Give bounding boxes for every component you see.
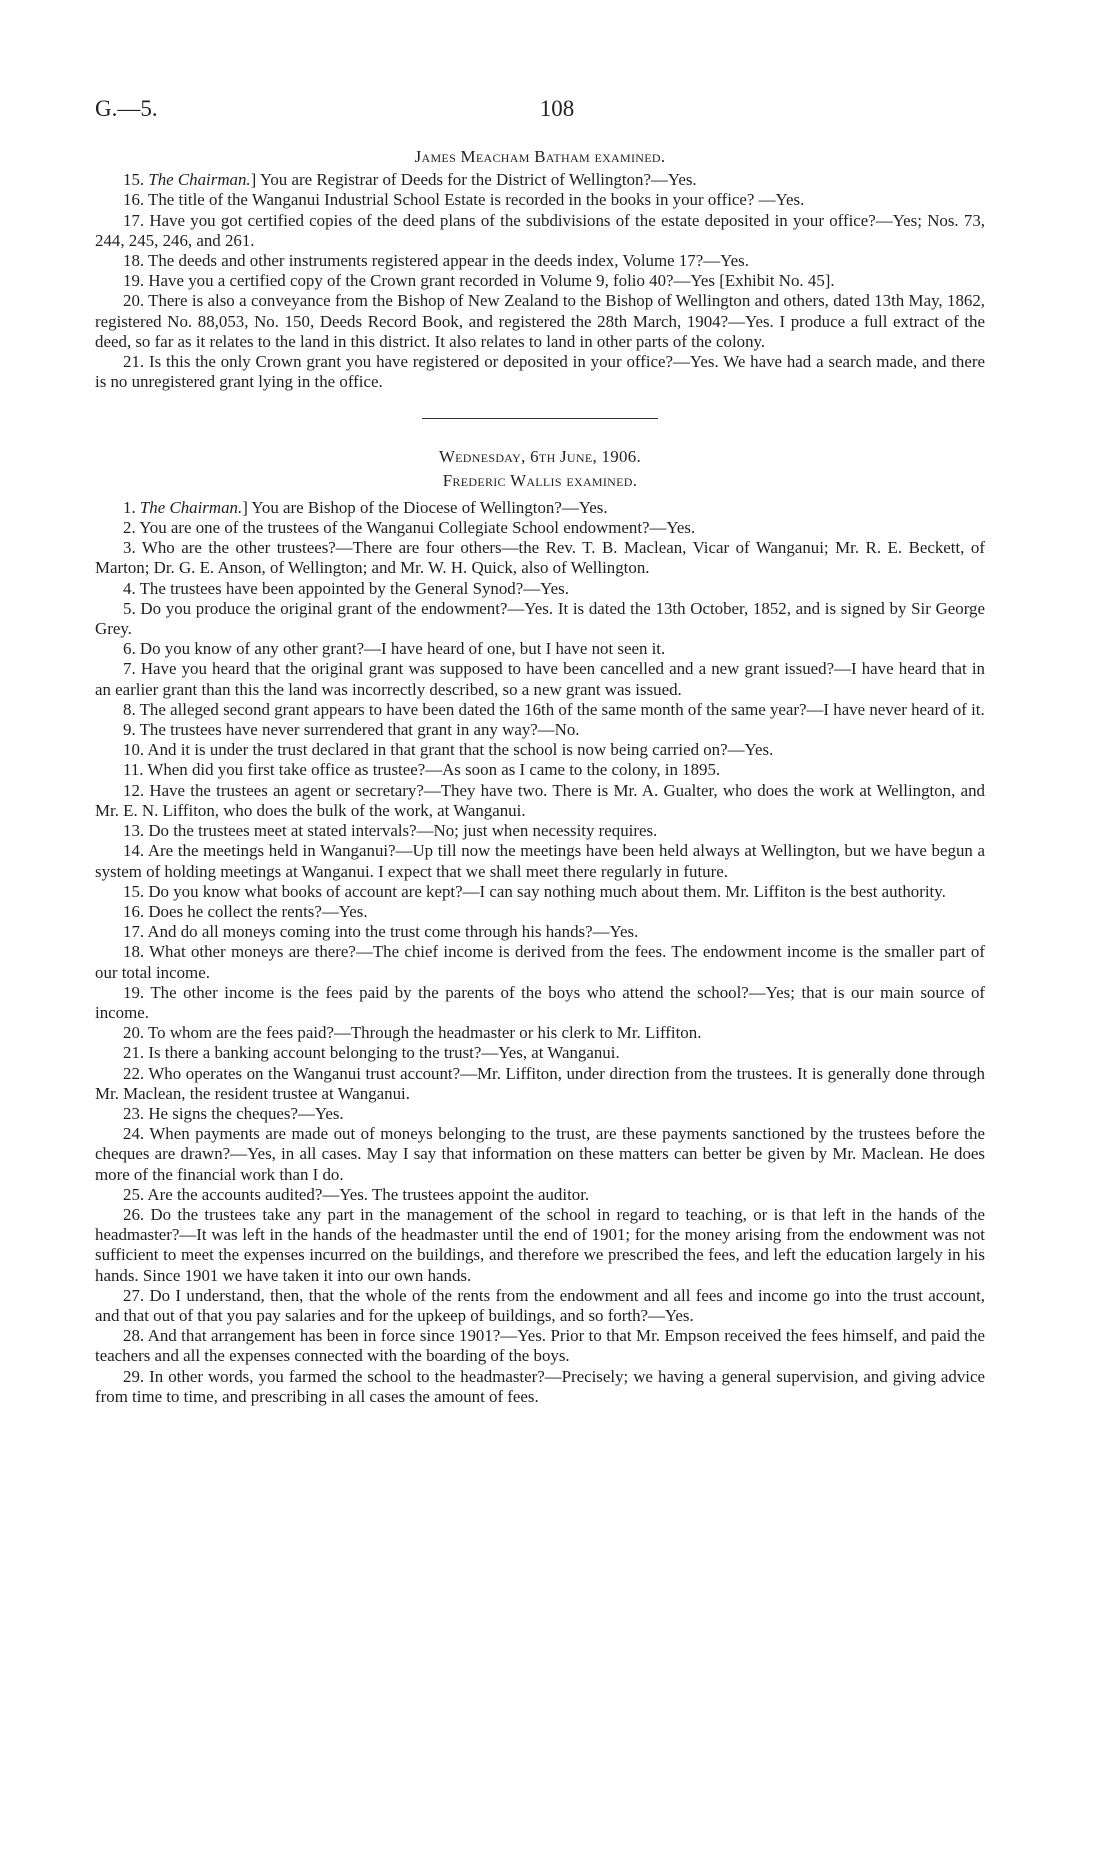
witness-name: James Meacham Batham bbox=[414, 147, 590, 166]
question-number: 28. bbox=[123, 1326, 148, 1346]
testimony-paragraph bbox=[95, 251, 985, 271]
question-number: 26. bbox=[123, 1204, 151, 1224]
testimony-paragraph bbox=[95, 781, 985, 821]
section-heading bbox=[95, 471, 985, 491]
speaker-name: The Chairman. bbox=[148, 170, 251, 190]
paragraph-text: Have the trustees an agent or secretary?—They have two. There is Mr. A. Gualter, who does the work at Wellington, and Mr. E. N. Liffiton, who does the bulk of the work, at Wanganui. bbox=[95, 780, 985, 820]
question-number: 20. bbox=[123, 1023, 149, 1043]
question-number: 29. bbox=[123, 1366, 150, 1386]
testimony-paragraph bbox=[95, 700, 985, 720]
paragraph-text: The other income is the fees paid by the parents of the boys who attend the school?—Yes; that is our main source of income. bbox=[95, 982, 986, 1022]
testimony-paragraph bbox=[95, 170, 985, 190]
paragraph-text: Do you produce the original grant of the endowment?—Yes. It is dated the 13th October, 1852, and is signed by Sir George Grey. bbox=[95, 598, 986, 639]
testimony-section-2 bbox=[95, 498, 985, 1407]
testimony-section-1 bbox=[95, 170, 985, 392]
heading-suffix: examined. bbox=[589, 147, 666, 166]
section-heading bbox=[95, 147, 985, 167]
paragraph-text: And do all moneys coming into the trust come through his hands?—Yes. bbox=[147, 922, 639, 942]
question-number: 12. bbox=[123, 780, 150, 800]
question-number: 20. bbox=[123, 291, 149, 311]
witness-name: Frederic Wallis bbox=[442, 470, 562, 490]
page-number: 108 bbox=[539, 96, 575, 121]
testimony-paragraph bbox=[95, 498, 985, 518]
testimony-paragraph bbox=[95, 352, 985, 392]
testimony-paragraph bbox=[95, 882, 985, 902]
question-number: 3. bbox=[123, 538, 142, 558]
page-reference: G.—5. bbox=[95, 96, 158, 121]
testimony-paragraph bbox=[95, 1104, 985, 1124]
paragraph-text: When payments are made out of moneys belonging to the trust, are these payments sanctioned by the trustees before the cheques are drawn?—Yes, in all cases. May I say that information on these matters can better be given by Mr. Maclean. He does more of the financial work than I do. bbox=[95, 1124, 985, 1184]
question-number: 11. bbox=[123, 760, 148, 780]
testimony-paragraph bbox=[95, 740, 985, 760]
heading-suffix: examined. bbox=[561, 470, 638, 490]
question-number: 19. bbox=[123, 271, 149, 291]
testimony-paragraph bbox=[95, 291, 985, 352]
testimony-paragraph bbox=[95, 821, 985, 841]
paragraph-text: To whom are the fees paid?—Through the headmaster or his clerk to Mr. Liffiton. bbox=[148, 1023, 702, 1043]
question-number: 24. bbox=[123, 1124, 150, 1144]
testimony-paragraph bbox=[95, 599, 985, 639]
paragraph-text: Do I understand, then, that the whole of the rents from the endowment and all fees and income go into the trust account, and that out of that you pay salaries and for the upkeep of buildings, and so forth?—Yes. bbox=[95, 1285, 985, 1325]
testimony-paragraph bbox=[95, 1043, 985, 1063]
question-number: 19. bbox=[123, 982, 151, 1002]
paragraph-text: And that arrangement has been in force since 1901?—Yes. Prior to that Mr. Empson received the fees himself, and paid the teachers and all the expenses connected with the boarding of the boys. bbox=[95, 1326, 985, 1366]
question-number: 15. bbox=[123, 881, 149, 901]
question-number: 5. bbox=[123, 598, 141, 618]
question-number: 4. bbox=[123, 578, 140, 598]
paragraph-text: When did you first take office as trustee?—As soon as I came to the colony, in 1895. bbox=[147, 760, 721, 780]
testimony-paragraph bbox=[95, 983, 985, 1023]
paragraph-text: Are the accounts audited?—Yes. The trustees appoint the auditor. bbox=[147, 1184, 590, 1204]
question-number: 17. bbox=[123, 210, 150, 230]
paragraph-text: He signs the cheques?—Yes. bbox=[148, 1103, 344, 1123]
paragraph-text: Are the meetings held in Wanganui?—Up till now the meetings have been held always at Wellington, but we have begun a system of holding meetings at Wanganui. I expect that we shall meet there regularly in future. bbox=[95, 841, 985, 881]
question-number: 1. bbox=[123, 497, 140, 517]
paragraph-text: What other moneys are there?—The chief income is derived from the fees. The endowment income is the smaller part of our total income. bbox=[95, 942, 986, 982]
paragraph-text: And it is under the trust declared in that grant that the school is now being carried on?—Yes. bbox=[147, 740, 774, 760]
paragraph-text: Have you a certified copy of the Crown grant recorded in Volume 9, folio 40?—Yes [Exhibit No. 45]. bbox=[148, 271, 835, 291]
testimony-paragraph bbox=[95, 211, 985, 251]
question-number: 14. bbox=[123, 841, 148, 861]
question-number: 16. bbox=[123, 901, 149, 921]
paragraph-text: ] You are Registrar of Deeds for the District of Wellington?—Yes. bbox=[250, 170, 697, 190]
question-number: 17. bbox=[123, 922, 148, 942]
testimony-paragraph bbox=[95, 902, 985, 922]
paragraph-text: Have you got certified copies of the deed plans of the subdivisions of the estate deposited in your office?—Yes; Nos. 73, 244, 245, 246, and 261. bbox=[95, 210, 985, 250]
testimony-paragraph bbox=[95, 190, 985, 210]
paragraph-text: The deeds and other instruments registered appear in the deeds index, Volume 17?—Yes. bbox=[148, 251, 749, 271]
paragraph-text: Is this the only Crown grant you have registered or deposited in your office?—Yes. We have had a search made, and there is no unregistered grant lying in the office. bbox=[95, 352, 985, 392]
paragraph-text: You are one of the trustees of the Wanganui Collegiate School endowment?—Yes. bbox=[139, 518, 696, 538]
paragraph-text: The trustees have never surrendered that grant in any way?—No. bbox=[139, 720, 580, 740]
paragraph-text: Do you know what books of account are kept?—I can say nothing much about them. Mr. Liffiton is the best authority. bbox=[148, 881, 946, 901]
paragraph-text: Does he collect the rents?—Yes. bbox=[148, 901, 368, 921]
paragraph-text: Who operates on the Wanganui trust account?—Mr. Liffiton, under direction from the trustees. It is generally done through Mr. Maclean, the resident trustee at Wanganui. bbox=[95, 1063, 985, 1103]
paragraph-text: The alleged second grant appears to have been dated the 16th of the same month of the same year?—I have never heard of it. bbox=[139, 699, 985, 719]
question-number: 25. bbox=[123, 1184, 148, 1204]
paragraph-text: In other words, you farmed the school to the headmaster?—Precisely; we having a general supervision, and giving advice from time to time, and prescribing in all cases the amount of fees. bbox=[95, 1366, 985, 1406]
paragraph-text: Do the trustees meet at stated intervals?—No; just when necessity requires. bbox=[148, 821, 658, 841]
testimony-paragraph bbox=[95, 760, 985, 780]
question-number: 15. bbox=[123, 170, 149, 190]
testimony-paragraph bbox=[95, 841, 985, 881]
testimony-paragraph bbox=[95, 1023, 985, 1043]
testimony-paragraph bbox=[95, 942, 985, 982]
question-number: 2. bbox=[123, 518, 140, 538]
question-number: 23. bbox=[123, 1103, 149, 1123]
question-number: 13. bbox=[123, 821, 149, 841]
paragraph-text: The trustees have been appointed by the General Synod?—Yes. bbox=[139, 578, 569, 598]
paragraph-text: Who are the other trustees?—There are four others—the Rev. T. B. Maclean, Vicar of Wanganui; Mr. R. E. Beckett, of Marton; Dr. G. E. Anson, of Wellington; and Mr. W. H. Quick, also of Wellington. bbox=[95, 538, 985, 578]
testimony-paragraph bbox=[95, 1367, 985, 1407]
testimony-paragraph bbox=[95, 1124, 985, 1185]
testimony-paragraph bbox=[95, 922, 985, 942]
paragraph-text: There is also a conveyance from the Bishop of New Zealand to the Bishop of Wellington and others, dated 13th May, 1862, registered No. 88,053, No. 150, Deeds Record Book, and registered the 28th March, 1904?—Yes. I produce a full extract of the deed, so far as it relates to the land in this district. It also relates to land in other parts of the colony. bbox=[95, 291, 986, 351]
paragraph-text: Do the trustees take any part in the management of the school in regard to teaching, or is that left in the hands of the headmaster?—It was left in the hands of the headmaster until the end of 1901; for the money arising from the endowment was not sufficient to meet the expenses incurred on the buildings, and therefore we prescribed the fees, and left the education largely in his hands. Since 1901 we have taken it into our own hands. bbox=[95, 1204, 985, 1285]
testimony-paragraph bbox=[95, 271, 985, 291]
question-number: 9. bbox=[123, 720, 140, 740]
testimony-paragraph bbox=[95, 639, 985, 659]
question-number: 18. bbox=[123, 942, 150, 962]
testimony-paragraph bbox=[95, 1326, 985, 1366]
question-number: 8. bbox=[123, 699, 140, 719]
paragraph-text: Do you know of any other grant?—I have heard of one, but I have not seen it. bbox=[139, 639, 666, 659]
paragraph-text: The title of the Wanganui Industrial School Estate is recorded in the books in your office? —Yes. bbox=[148, 190, 805, 210]
date-heading: Wednesday, 6th June, 1906. bbox=[438, 447, 642, 467]
paragraph-text: Have you heard that the original grant was supposed to have been cancelled and a new grant issued?—I have heard that in an earlier grant than this the land was incorrectly described, so a new grant was issued. bbox=[95, 659, 986, 699]
section-divider bbox=[422, 418, 658, 419]
question-number: 21. bbox=[123, 352, 149, 372]
question-number: 22. bbox=[123, 1063, 149, 1083]
paragraph-text: Is there a banking account belonging to the trust?—Yes, at Wanganui. bbox=[148, 1043, 620, 1063]
question-number: 7. bbox=[123, 659, 141, 679]
paragraph-text: ] You are Bishop of the Diocese of Wellington?—Yes. bbox=[242, 497, 608, 517]
speaker-name: The Chairman. bbox=[139, 497, 243, 517]
testimony-paragraph bbox=[95, 579, 985, 599]
question-number: 27. bbox=[123, 1285, 150, 1305]
testimony-paragraph bbox=[95, 1185, 985, 1205]
question-number: 21. bbox=[123, 1043, 149, 1063]
testimony-paragraph bbox=[95, 720, 985, 740]
question-number: 10. bbox=[123, 740, 148, 760]
testimony-paragraph bbox=[95, 659, 985, 699]
testimony-paragraph bbox=[95, 518, 985, 538]
testimony-paragraph bbox=[95, 1064, 985, 1104]
testimony-paragraph bbox=[95, 1286, 985, 1326]
testimony-paragraph bbox=[95, 1205, 985, 1286]
document-body bbox=[95, 147, 985, 1407]
testimony-paragraph bbox=[95, 538, 985, 578]
question-number: 16. bbox=[123, 190, 149, 210]
question-number: 18. bbox=[123, 251, 149, 271]
question-number: 6. bbox=[123, 639, 140, 659]
